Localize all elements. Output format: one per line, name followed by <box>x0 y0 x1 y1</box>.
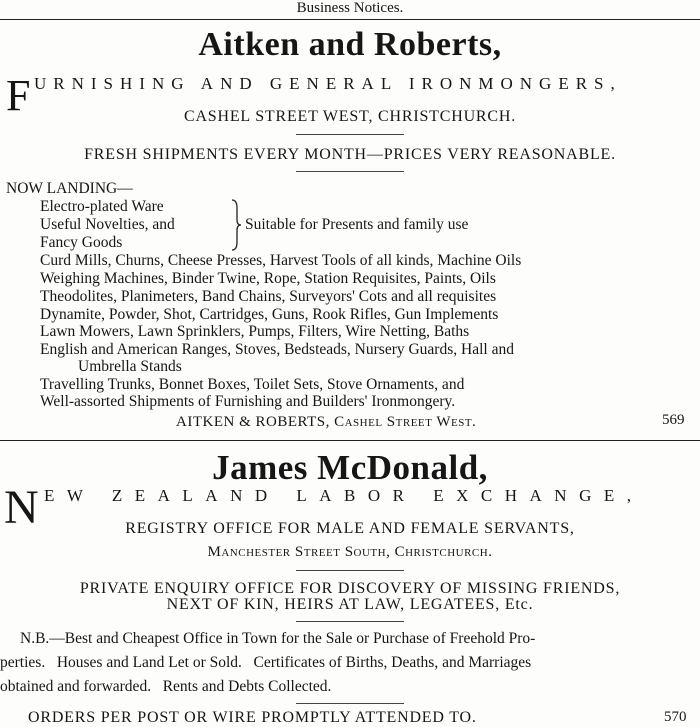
ad2-short-rule <box>296 570 404 571</box>
brace-icon <box>230 198 240 248</box>
ad1-brace-item: Electro-plated Ware <box>40 198 164 215</box>
ad2-enquiry-line1: PRIVATE ENQUIRY OFFICE FOR DISCOVERY OF MISSING FRIENDS, <box>79 580 621 597</box>
ad1-list-item: Dynamite, Powder, Shot, Cartridges, Guns, Rook Rifles, Gun Implements <box>40 306 499 323</box>
page-header: Business Notices. <box>296 0 404 16</box>
ad1-dropcap: F <box>6 71 31 120</box>
ad2-registry: REGISTRY OFFICE FOR MALE AND FEMALE SERVANTS, <box>125 520 575 537</box>
ad1-list-item: Umbrella Stands <box>78 358 182 375</box>
ad1-list-item: Lawn Mowers, Lawn Sprinklers, Pumps, Filters, Wire Netting, Baths <box>40 323 470 340</box>
ad2-enquiry-line2: NEXT OF KIN, HEIRS AT LAW, LEGATEES, Etc. <box>166 596 534 613</box>
ad1-landing-heading: NOW LANDING— <box>6 180 133 197</box>
ad1-trade-line: URNISHING AND GENERAL IRONMONGERS, <box>34 74 622 93</box>
ad2-nb-line: N.B.—Best and Cheapest Office in Town for the Sale or Purchase of Freehold Pro- <box>20 630 536 647</box>
ad2-dropcap: N <box>4 481 39 534</box>
ad1-signature-main: AITKEN & ROBERTS, <box>176 414 330 430</box>
ad2-orders: ORDERS PER POST OR WIRE PROMPTLY ATTENDED TO. <box>28 709 477 726</box>
ad1-brace-item: Fancy Goods <box>40 234 123 251</box>
header-rule <box>0 19 700 20</box>
ad2-nb-line: perties. Houses and Land Let or Sold. Certificates of Births, Deaths, and Marriages <box>0 654 532 671</box>
ad2-short-rule-2 <box>296 621 404 622</box>
ad1-list-item: Curd Mills, Churns, Cheese Presses, Harvest Tools of all kinds, Machine Oils <box>40 252 522 269</box>
ad1-address: CASHEL STREET WEST, CHRISTCHURCH. <box>183 108 517 125</box>
ad1-list-item: Travelling Trunks, Bonnet Boxes, Toilet Sets, Stove Ornaments, and <box>40 376 465 393</box>
ad1-list-item: Well-assorted Shipments of Furnishing and Builders' Ironmongery. <box>40 393 456 410</box>
ad2-address: Manchester Street South, Christchurch. <box>207 544 493 560</box>
ad1-short-rule <box>296 134 404 135</box>
ad2-name: James McDonald, <box>212 448 488 487</box>
ad1-signature <box>176 414 476 431</box>
ad-divider <box>0 440 700 441</box>
ad1-list-item: English and American Ranges, Stoves, Bedsteads, Nursery Guards, Hall and <box>40 341 514 358</box>
ad2-trade-line: EW ZEALAND LABOR EXCHANGE, <box>44 486 644 505</box>
ad1-short-rule-2 <box>296 171 404 172</box>
ad1-list-item: Theodolites, Planimeters, Band Chains, Surveyors' Cots and all requisites <box>40 288 497 305</box>
ad1-brace-note: Suitable for Presents and family use <box>245 216 469 233</box>
ad2-nb-line: obtained and forwarded. Rents and Debts Collected. <box>0 678 332 695</box>
ad1-signature-address: Cashel Street West. <box>334 414 477 430</box>
ad1-name: Aitken and Roberts, <box>198 26 502 63</box>
ad1-slogan: FRESH SHIPMENTS EVERY MONTH—PRICES VERY REASONABLE. <box>84 146 616 163</box>
brace-icon-svg <box>230 198 242 252</box>
ad1-number: 569 <box>662 412 685 428</box>
ad2-short-rule-3 <box>296 703 404 704</box>
ad1-list-item: Weighing Machines, Binder Twine, Rope, Station Requisites, Paints, Oils <box>40 270 496 287</box>
ad2-number: 570 <box>664 709 687 725</box>
ad1-brace-item: Useful Novelties, and <box>40 216 175 233</box>
